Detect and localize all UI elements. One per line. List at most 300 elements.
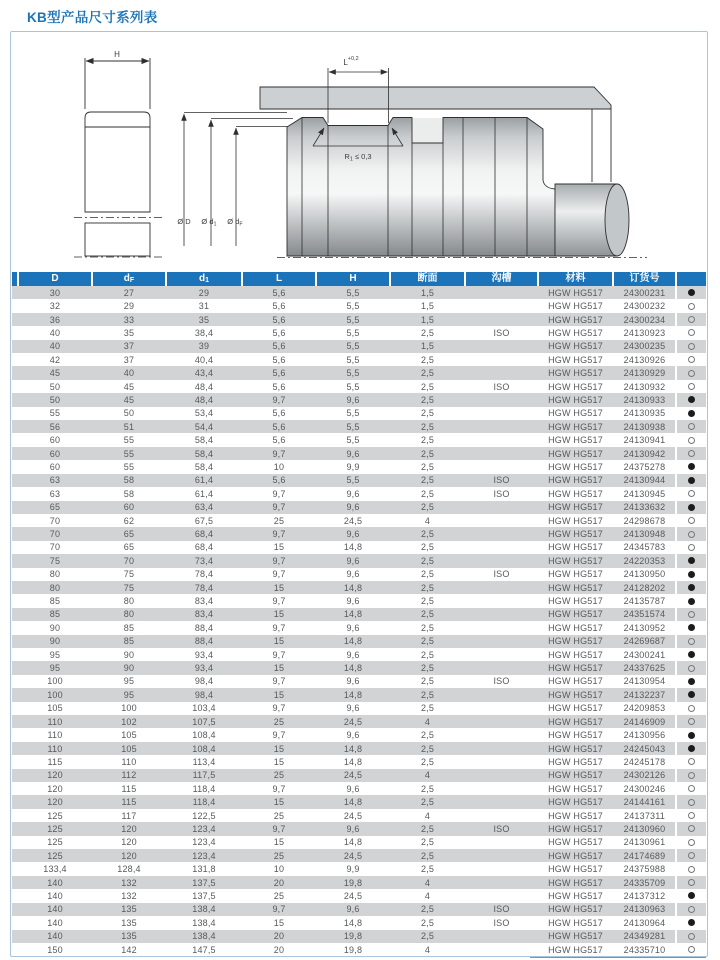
- cell-d1: 147,5: [192, 944, 216, 955]
- stock-dot-icon: [688, 504, 695, 511]
- table-end-line: [530, 957, 706, 958]
- cell-d1: 58,4: [194, 448, 214, 459]
- header-cell: H: [317, 272, 389, 286]
- header-cell: d F: [93, 272, 165, 286]
- stock-dot-icon: [688, 758, 695, 765]
- cell-d: 50: [49, 394, 61, 405]
- cell-l: 9,7: [272, 823, 286, 834]
- cell-l: 15: [273, 797, 285, 808]
- cell-order-no: 24137311: [624, 810, 665, 821]
- cell-h: 19,8: [343, 877, 363, 888]
- cell-df: 65: [123, 529, 135, 540]
- cell-material: HGW HG517: [548, 394, 603, 405]
- stock-indicator: [677, 447, 706, 460]
- cell-section: 2,5: [420, 837, 435, 848]
- cell-l: 9,7: [272, 649, 286, 660]
- seal-section-drawing: [11, 32, 707, 271]
- cell-h: 5,5: [346, 421, 360, 432]
- table-row: [12, 433, 706, 446]
- cell-order-no: 24130942: [623, 448, 666, 459]
- cell-l: 20: [273, 877, 285, 888]
- cell-df: 112: [121, 770, 137, 781]
- table-row: [12, 380, 706, 393]
- table-row: [12, 420, 706, 433]
- right-installed-view: [260, 87, 647, 258]
- cell-section: 4: [424, 515, 431, 526]
- cell-material: HGW HG517: [548, 663, 603, 674]
- cell-groove: [466, 742, 537, 755]
- table-body: [12, 286, 706, 956]
- table-row: [12, 836, 706, 849]
- cell-h: 14,8: [343, 663, 363, 674]
- stock-indicator: [677, 661, 706, 674]
- cell-d: 90: [49, 636, 61, 647]
- table-row: [12, 742, 706, 755]
- stock-indicator: [677, 514, 706, 527]
- cell-material: HGW HG517: [548, 904, 603, 915]
- table-row: [12, 876, 706, 889]
- cell-d: 105: [47, 703, 63, 714]
- cell-section: 4: [424, 716, 431, 727]
- cell-df: 62: [123, 515, 135, 526]
- stock-indicator: [677, 903, 706, 916]
- cell-d1: 38,4: [194, 327, 214, 338]
- table-row: [12, 313, 706, 326]
- cell-d1: 39: [198, 341, 210, 352]
- table-row: [12, 594, 706, 607]
- cell-groove: [466, 889, 537, 902]
- stock-dot-icon: [688, 356, 695, 363]
- cell-l: 9,7: [272, 622, 286, 633]
- table-row: [12, 782, 706, 795]
- cell-d1: 98,4: [194, 676, 214, 687]
- cell-material: HGW HG517: [548, 770, 603, 781]
- cell-l: 9,7: [272, 448, 286, 459]
- cell-h: 9,6: [346, 703, 360, 714]
- cell-d: 40: [49, 327, 61, 338]
- cell-groove: [466, 501, 537, 514]
- cell-d1: 35: [198, 314, 210, 325]
- stock-indicator: [677, 340, 706, 353]
- cell-material: HGW HG517: [548, 689, 603, 700]
- cell-order-no: 24174689: [623, 850, 666, 861]
- stock-dot-icon: [688, 799, 695, 806]
- cell-order-no: 24130938: [623, 421, 666, 432]
- cell-section: 2,5: [420, 542, 435, 553]
- cell-h: 24,5: [343, 515, 363, 526]
- cell-section: 2,5: [420, 649, 435, 660]
- stock-indicator: [677, 822, 706, 835]
- cell-l: 9,7: [272, 730, 286, 741]
- cell-material: HGW HG517: [548, 864, 603, 875]
- stock-dot-icon: [688, 410, 695, 417]
- table-row: [12, 675, 706, 688]
- cell-h: 9,6: [346, 569, 360, 580]
- stock-indicator: [677, 889, 706, 902]
- cell-material: HGW HG517: [548, 596, 603, 607]
- cell-d1: 68,4: [194, 542, 214, 553]
- stock-dot-icon: [688, 879, 695, 886]
- cell-order-no: 24130964: [623, 917, 666, 928]
- cell-df: 58: [123, 488, 135, 499]
- cell-material: HGW HG517: [548, 649, 603, 660]
- cell-df: 37: [123, 354, 135, 365]
- cell-l: 9,7: [272, 783, 286, 794]
- cell-l: 9,7: [272, 904, 286, 915]
- header-cell: d 1: [167, 272, 241, 286]
- cell-h: 9,6: [346, 649, 360, 660]
- cell-df: 135: [121, 917, 137, 928]
- cell-groove: [466, 755, 537, 768]
- stock-indicator: [677, 608, 706, 621]
- cell-d: 63: [49, 488, 61, 499]
- cell-order-no: 24245043: [623, 743, 666, 754]
- cell-l: 25: [273, 850, 285, 861]
- cell-l: 20: [273, 931, 285, 942]
- table-row: [12, 608, 706, 621]
- cell-l: 5,6: [272, 341, 286, 352]
- cell-d1: 40,4: [194, 354, 214, 365]
- cell-l: 5,6: [272, 354, 286, 365]
- cell-d1: 88,4: [194, 636, 214, 647]
- cell-d: 60: [49, 461, 61, 472]
- cell-material: HGW HG517: [548, 354, 603, 365]
- cell-df: 95: [123, 676, 135, 687]
- stock-dot-icon: [688, 919, 695, 926]
- stock-indicator: [677, 755, 706, 768]
- cell-material: HGW HG517: [548, 783, 603, 794]
- cell-d: 115: [47, 756, 63, 767]
- table-row: [12, 326, 706, 339]
- cell-df: 105: [121, 743, 137, 754]
- cell-order-no: 24130944: [623, 475, 666, 486]
- cell-df: 120: [121, 850, 137, 861]
- cell-d1: 78,4: [194, 582, 214, 593]
- cell-section: 2,5: [420, 917, 435, 928]
- cell-h: 9,6: [346, 502, 360, 513]
- cell-df: 51: [123, 421, 135, 432]
- cell-groove: [466, 862, 537, 875]
- cell-df: 128,4: [117, 864, 141, 875]
- cell-l: 9,7: [272, 488, 286, 499]
- stock-dot-icon: [688, 557, 695, 564]
- cell-section: 2,5: [420, 609, 435, 620]
- cell-l: 5,6: [272, 327, 286, 338]
- table-row: [12, 474, 706, 487]
- cell-material: HGW HG517: [548, 582, 603, 593]
- cell-d1: 108,4: [192, 730, 216, 741]
- cell-d1: 123,4: [192, 837, 216, 848]
- cell-l: 9,7: [272, 529, 286, 540]
- cell-d: 140: [47, 904, 63, 915]
- stock-indicator: [677, 836, 706, 849]
- stock-indicator: [677, 380, 706, 393]
- cell-section: 2,5: [420, 475, 435, 486]
- cell-material: HGW HG517: [548, 917, 603, 928]
- cell-h: 5,5: [346, 368, 360, 379]
- stock-indicator: [677, 715, 706, 728]
- cell-df: 132: [121, 877, 137, 888]
- stock-indicator: [677, 728, 706, 741]
- cell-l: 9,7: [272, 502, 286, 513]
- cell-d: 140: [47, 931, 63, 942]
- stock-dot-icon: [688, 544, 695, 551]
- dim-l-label: $L^{+0,2}$: [343, 56, 359, 67]
- cell-d: 63: [49, 475, 61, 486]
- cell-order-no: 24130956: [623, 730, 666, 741]
- stock-dot-icon: [688, 638, 695, 645]
- stock-dot-icon: [688, 691, 695, 698]
- cell-material: HGW HG517: [548, 555, 603, 566]
- table-row: [12, 769, 706, 782]
- header-cell: 订货号: [614, 272, 675, 286]
- cell-section: 2,5: [420, 689, 435, 700]
- cell-h: 9,9: [346, 461, 360, 472]
- cell-d1: 137,5: [192, 877, 216, 888]
- cell-l: 15: [273, 837, 285, 848]
- cell-df: 102: [121, 716, 137, 727]
- cell-l: 25: [273, 515, 285, 526]
- stock-dot-icon: [688, 866, 695, 873]
- cell-df: 80: [123, 609, 135, 620]
- table-row: [12, 661, 706, 674]
- cell-d: 125: [47, 810, 63, 821]
- cell-h: 5,5: [346, 408, 360, 419]
- cell-d: 125: [47, 837, 63, 848]
- header-cell-dot: [677, 272, 706, 286]
- cell-d1: 61,4: [194, 488, 214, 499]
- header-cell: 沟槽: [466, 272, 537, 286]
- cell-d1: 122,5: [192, 810, 216, 821]
- table-row: [12, 809, 706, 822]
- cell-h: 14,8: [343, 917, 363, 928]
- cell-groove: [466, 795, 537, 808]
- cell-groove: [466, 661, 537, 674]
- stock-indicator: [677, 554, 706, 567]
- table-row: [12, 340, 706, 353]
- cell-groove: [466, 930, 537, 943]
- table-row: [12, 460, 706, 473]
- table-row: [12, 366, 706, 379]
- stock-indicator: [677, 648, 706, 661]
- cell-h: 9,6: [346, 488, 360, 499]
- cell-d: 70: [49, 542, 61, 553]
- cell-order-no: 24132237: [623, 689, 666, 700]
- table-row: [12, 299, 706, 312]
- cell-l: 15: [273, 743, 285, 754]
- cell-d: 55: [49, 408, 61, 419]
- cell-section: 2,5: [420, 823, 435, 834]
- cell-section: 2,5: [420, 622, 435, 633]
- table-row: [12, 755, 706, 768]
- stock-indicator: [677, 474, 706, 487]
- cell-h: 14,8: [343, 756, 363, 767]
- header-cell: 材料: [539, 272, 612, 286]
- cell-groove: [466, 420, 537, 433]
- cell-d1: 78,4: [194, 569, 214, 580]
- cell-groove: [466, 876, 537, 889]
- cell-df: 45: [123, 394, 135, 405]
- stock-indicator: [677, 433, 706, 446]
- cell-d: 150: [47, 944, 63, 955]
- cell-section: 2,5: [420, 394, 435, 405]
- cell-h: 5,5: [346, 301, 360, 312]
- cell-material: HGW HG517: [548, 676, 603, 687]
- cell-d1: 103,4: [192, 703, 216, 714]
- table-row: [12, 353, 706, 366]
- cell-order-no: 24144161: [623, 797, 666, 808]
- cell-section: 2,5: [420, 797, 435, 808]
- stock-dot-icon: [688, 598, 695, 605]
- table-row: [12, 554, 706, 567]
- stock-indicator: [677, 568, 706, 581]
- header-cell: 断面: [391, 272, 464, 286]
- stock-indicator: [677, 742, 706, 755]
- cell-groove: [466, 286, 537, 299]
- cell-d: 140: [47, 890, 63, 901]
- cell-d1: 88,4: [194, 622, 214, 633]
- cell-l: 9,7: [272, 703, 286, 714]
- cell-material: HGW HG517: [548, 569, 603, 580]
- stock-dot-icon: [688, 423, 695, 430]
- header-cell: D: [19, 272, 91, 286]
- cell-order-no: 24130948: [623, 529, 666, 540]
- cell-d: 30: [49, 287, 61, 298]
- cell-h: 9,6: [346, 394, 360, 405]
- cell-order-no: 24130952: [623, 622, 666, 633]
- cell-h: 5,5: [346, 341, 360, 352]
- cell-l: 25: [273, 810, 285, 821]
- stock-indicator: [677, 635, 706, 648]
- cell-h: 9,6: [346, 676, 360, 687]
- cell-order-no: 24130935: [623, 408, 666, 419]
- cell-material: HGW HG517: [548, 636, 603, 647]
- cell-l: 5,6: [272, 408, 286, 419]
- cell-order-no: 24130933: [623, 394, 666, 405]
- cell-d: 100: [47, 689, 63, 700]
- cell-d1: 118,4: [192, 797, 216, 808]
- cell-d: 125: [47, 823, 63, 834]
- cell-d: 95: [49, 649, 61, 660]
- cell-material: HGW HG517: [548, 421, 603, 432]
- cell-material: HGW HG517: [548, 327, 603, 338]
- table-row: [12, 635, 706, 648]
- cell-section: 4: [424, 877, 431, 888]
- cell-order-no: 24351574: [623, 609, 666, 620]
- cell-order-no: 24128202: [623, 582, 666, 593]
- stock-indicator: [677, 809, 706, 822]
- stock-indicator: [677, 688, 706, 701]
- cell-df: 37: [123, 341, 135, 352]
- cell-order-no: 24130963: [623, 904, 666, 915]
- cell-df: 132: [121, 890, 137, 901]
- cell-material: HGW HG517: [548, 381, 603, 392]
- cell-df: 35: [123, 327, 135, 338]
- cell-h: 19,8: [343, 931, 363, 942]
- cell-df: 105: [121, 730, 137, 741]
- cell-material: HGW HG517: [548, 743, 603, 754]
- cell-order-no: 24269687: [623, 636, 666, 647]
- cell-groove: ISO: [493, 569, 510, 580]
- cell-material: HGW HG517: [548, 797, 603, 808]
- cell-h: 24,5: [343, 850, 363, 861]
- cell-order-no: 24130926: [623, 354, 666, 365]
- cell-l: 9,7: [272, 555, 286, 566]
- cell-section: 4: [424, 810, 431, 821]
- stock-indicator: [677, 353, 706, 366]
- cell-section: 2,5: [420, 676, 435, 687]
- cell-df: 55: [123, 448, 135, 459]
- cell-groove: [466, 581, 537, 594]
- stock-indicator: [677, 286, 706, 299]
- cell-df: 45: [123, 381, 135, 392]
- cell-df: 142: [121, 944, 137, 955]
- cell-order-no: 24298678: [623, 515, 666, 526]
- cell-h: 9,9: [346, 864, 360, 875]
- cell-section: 2,5: [420, 743, 435, 754]
- table-row: [12, 568, 706, 581]
- cell-section: 1,5: [420, 287, 435, 298]
- stock-dot-icon: [688, 678, 695, 685]
- cell-material: HGW HG517: [548, 823, 603, 834]
- cell-df: 85: [123, 636, 135, 647]
- cell-order-no: 24349281: [623, 931, 666, 942]
- cell-groove: [466, 782, 537, 795]
- cell-d: 140: [47, 917, 63, 928]
- cell-h: 9,6: [346, 596, 360, 607]
- cell-section: 2,5: [420, 864, 435, 875]
- cell-order-no: 24300241: [623, 649, 666, 660]
- cell-d1: 118,4: [192, 783, 216, 794]
- cell-d1: 107,5: [192, 716, 216, 727]
- cell-d: 75: [49, 555, 61, 566]
- cell-groove: [466, 594, 537, 607]
- cell-h: 19,8: [343, 944, 363, 955]
- cell-section: 2,5: [420, 327, 435, 338]
- cell-df: 50: [123, 408, 135, 419]
- cell-df: 135: [121, 904, 137, 915]
- cell-order-no: 24133632: [623, 502, 666, 513]
- stock-dot-icon: [688, 825, 695, 832]
- cell-section: 1,5: [420, 341, 435, 352]
- cell-material: HGW HG517: [548, 730, 603, 741]
- cell-section: 1,5: [420, 314, 435, 325]
- stock-indicator: [677, 326, 706, 339]
- stock-dot-icon: [688, 343, 695, 350]
- cell-d: 40: [49, 341, 61, 352]
- cell-material: HGW HG517: [548, 314, 603, 325]
- cell-order-no: 24130950: [623, 569, 666, 580]
- stock-dot-icon: [688, 329, 695, 336]
- cell-d: 60: [49, 448, 61, 459]
- cell-material: HGW HG517: [548, 488, 603, 499]
- page-title: KB型产品尺寸系列表: [27, 10, 158, 25]
- cell-groove: [466, 299, 537, 312]
- cell-material: HGW HG517: [548, 341, 603, 352]
- cell-d1: 73,4: [194, 555, 214, 566]
- cell-order-no: 24209853: [623, 703, 666, 714]
- cell-groove: ISO: [493, 327, 510, 338]
- stock-dot-icon: [688, 437, 695, 444]
- stock-dot-icon: [688, 906, 695, 913]
- cell-section: 1,5: [420, 301, 435, 312]
- stock-indicator: [677, 527, 706, 540]
- cell-order-no: 24300232: [623, 301, 666, 312]
- cell-order-no: 24130932: [623, 381, 666, 392]
- cell-d1: 138,4: [192, 931, 216, 942]
- cell-groove: [466, 715, 537, 728]
- cell-d1: 58,4: [194, 435, 214, 446]
